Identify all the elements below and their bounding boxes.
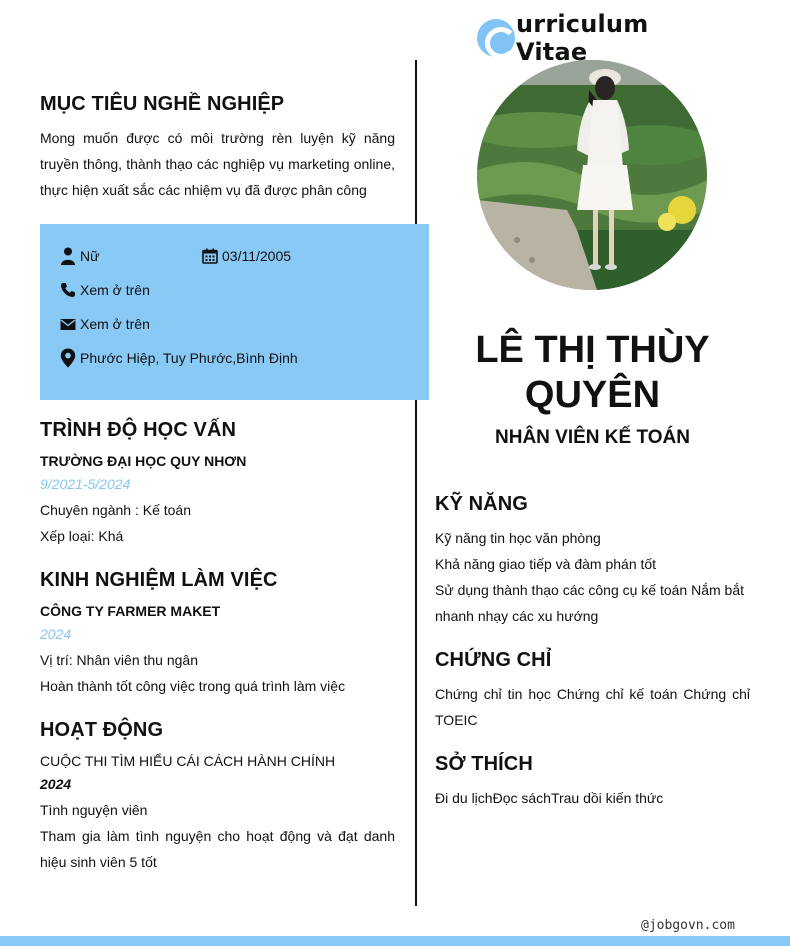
activities-section (40, 719, 395, 875)
candidate-position: NHÂN VIÊN KẾ TOÁN (495, 427, 690, 448)
birthday-value: 03/11/2005 (222, 248, 292, 264)
hobbies-text: Đi du lịchĐọc sáchTrau dồi kiến thức (435, 790, 664, 806)
experience-role: Vị trí: Nhân viên thu ngân (40, 652, 198, 668)
skill-item: Sử dụng thành thạo các công cụ kế toán Nắm bắt nhanh nhạy các xu hướng (435, 582, 745, 624)
logo-c-icon (477, 19, 515, 57)
company-name: CÔNG TY FARMER MAKET (40, 603, 221, 619)
certificates-text: Chứng chỉ tin học Chứng chỉ kế toán Chứng chỉ TOEIC (435, 686, 750, 728)
calendar-icon (202, 248, 218, 264)
skills-title: KỸ NĂNG (435, 493, 528, 515)
activity-description: Tham gia làm tình nguyện cho hoạt động và đạt danh hiệu sinh viên 5 tốt (40, 828, 395, 870)
logo-text: urriculum Vitae (516, 10, 649, 66)
experience-description: Hoàn thành tốt công việc trong quá trình làm việc (40, 678, 346, 694)
certificates-section (435, 649, 750, 733)
experience-period: 2024 (40, 626, 72, 642)
gender-row (60, 246, 99, 266)
email-row (60, 314, 150, 334)
school-name: TRƯỜNG ĐẠI HỌC QUY NHƠN (40, 453, 247, 469)
experience-section (40, 569, 395, 699)
skill-item: Kỹ năng tin học văn phòng (435, 530, 601, 546)
activity-period: 2024 (40, 776, 72, 792)
phone-icon (60, 282, 76, 298)
skill-item: Khả năng giao tiếp và đàm phán tốt (435, 556, 657, 572)
cv-logo (477, 10, 717, 66)
certificates-title: CHỨNG CHỈ (435, 649, 552, 671)
experience-title: KINH NGHIỆM LÀM VIỆC (40, 569, 278, 591)
watermark: @jobgovn.com (641, 918, 735, 933)
avatar (477, 60, 707, 290)
gender-value: Nữ (80, 248, 100, 264)
activity-event: CUỘC THI TÌM HIỂU CÁI CÁCH HÀNH CHÍNH (40, 753, 336, 769)
education-major: Chuyên ngành : Kế toán (40, 502, 192, 518)
phone-value: Xem ở trên (80, 282, 150, 298)
career-goal-section (40, 93, 395, 203)
column-divider (415, 60, 417, 906)
skills-section (435, 493, 750, 629)
address-value: Phước Hiệp, Tuy Phước,Bình Định (80, 350, 298, 366)
education-section (40, 419, 395, 549)
hobbies-section (435, 753, 750, 811)
person-icon (60, 247, 76, 265)
education-title: TRÌNH ĐỘ HỌC VẤN (40, 419, 237, 441)
activity-role: Tình nguyện viên (40, 802, 148, 818)
education-rank: Xếp loại: Khá (40, 528, 124, 544)
address-row (60, 348, 298, 368)
profile-photo (477, 60, 707, 290)
location-pin-icon (60, 348, 76, 368)
mail-icon (60, 317, 76, 331)
contact-info-box (40, 224, 429, 400)
career-goal-title: MỤC TIÊU NGHỀ NGHIỆP (40, 93, 285, 115)
career-goal-text: Mong muốn được có môi trường rèn luyện kỹ năng truyền thông, thành thạo các nghiệp vụ marketing online, thực hiện xuất sắc các nhiệm vụ đã được phân công (40, 130, 395, 198)
hobbies-title: SỞ THÍCH (435, 753, 533, 775)
footer-bar (0, 936, 790, 946)
education-period: 9/2021-5/2024 (40, 476, 131, 492)
birthday-row (202, 246, 291, 266)
email-value: Xem ở trên (80, 316, 150, 332)
activities-title: HOẠT ĐỘNG (40, 719, 164, 741)
phone-row (60, 280, 150, 300)
candidate-name: LÊ THỊ THÙY QUYÊN (475, 329, 710, 416)
